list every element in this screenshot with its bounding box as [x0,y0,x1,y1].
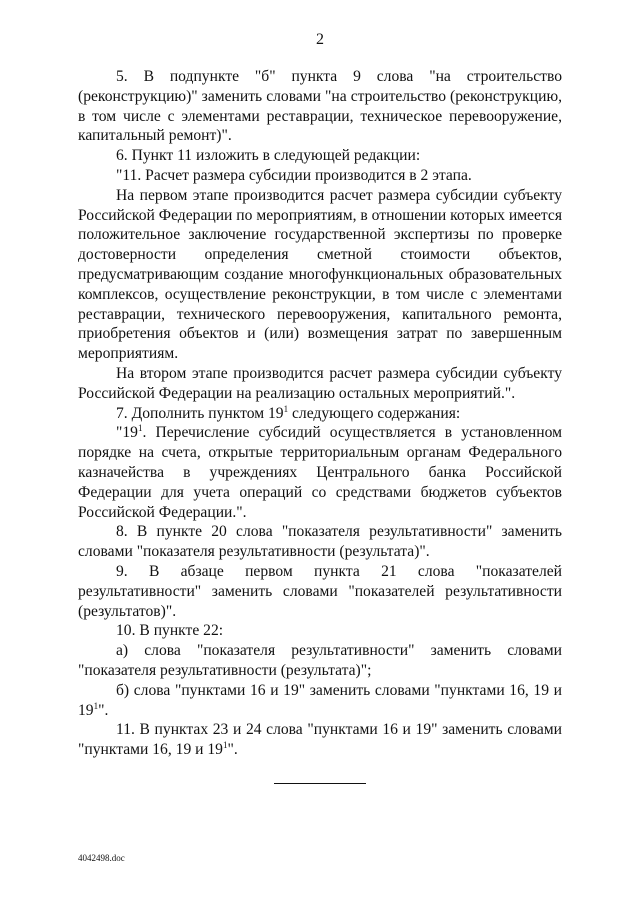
paragraph-text: На первом этапе производится расчет размера субсидии субъекту Российской Федерации по мероприятиям, в отношении которых имеется положительное заключение государственной экспертизы по проверке достоверности определения сметной стоимости объектов, предусматривающим создание многофункциональных образовательных комплексов, осуществление реконструкции, в том числе с элементами реставрации, технического перевооружения, капитального ремонта, приобретения объектов и (или) возмещения затрат по завершенным мероприятиям. [78,186,562,363]
paragraph-text: "11. Расчет размера субсидии производится в 2 этапа. [116,166,472,184]
paragraph-text: ". [98,701,109,719]
paragraph-text: 8. В пункте 20 слова "показателя результативности" заменить словами "показателя результативности (результата)". [78,523,562,561]
superscript: 1 [222,740,228,751]
paragraph [78,364,562,404]
paragraph-text: "19 [116,424,138,442]
separator-line [274,783,366,784]
document-body [78,67,562,760]
file-name-footer: 4042498.doc [78,853,125,863]
page-number: 2 [316,31,324,48]
paragraph-text: 10. В пункте 22: [116,622,224,640]
paragraph-text: а) слова "показателя результативности" заменить словами "показателя результативности (результата)"; [78,642,562,679]
paragraph-text: следующего содержания: [288,404,461,422]
superscript: 1 [93,700,99,711]
paragraph-text: 7. Дополнить пунктом 19 [116,404,284,422]
superscript: 1 [137,423,143,434]
paragraph-text: . Перечисление субсидий осуществляется в установленном порядке на счета, открытые территориальным органам Федерального казначейства в учреждениях Центрального банка Российской Федерации для учета операций со средствами бюджетов субъектов Российской Федерации.". [78,424,562,521]
paragraph-text: 5. В подпункте "б" пункта 9 слова "на строительство (реконструкцию)" заменить словами "на строительство (реконструкцию, в том числе с элементами реставрации, техническое перевооружение, капитальный ремонт)". [78,68,562,145]
paragraph [78,186,562,364]
paragraph-text: 6. Пункт 11 изложить в следующей редакции: [116,147,421,165]
paragraph [78,522,562,562]
paragraph [78,423,562,522]
paragraph-text: 9. В абзаце первом пункта 21 слова "показателей результативности" заменить словами "показателей результативности (результатов)". [78,562,562,620]
paragraph [78,681,562,721]
paragraph [78,146,562,166]
paragraph [78,621,562,641]
paragraph-text: 11. В пунктах 23 и 24 слова "пунктами 16 и 19" заменить словами "пунктами 16, 19 и 19 [78,721,562,759]
paragraph [78,166,562,186]
paragraph-text: б) слова "пунктами 16 и 19" заменить словами "пунктами 16, 19 и 19 [78,681,562,719]
paragraph [78,720,562,760]
paragraph-text: ". [227,741,238,759]
paragraph [78,641,562,681]
paragraph-text: На втором этапе производится расчет размера субсидии субъекту Российской Федерации на реализацию остальных мероприятий.". [78,364,562,402]
paragraph [78,562,562,621]
superscript: 1 [283,403,289,414]
paragraph [78,67,562,146]
paragraph [78,404,562,424]
